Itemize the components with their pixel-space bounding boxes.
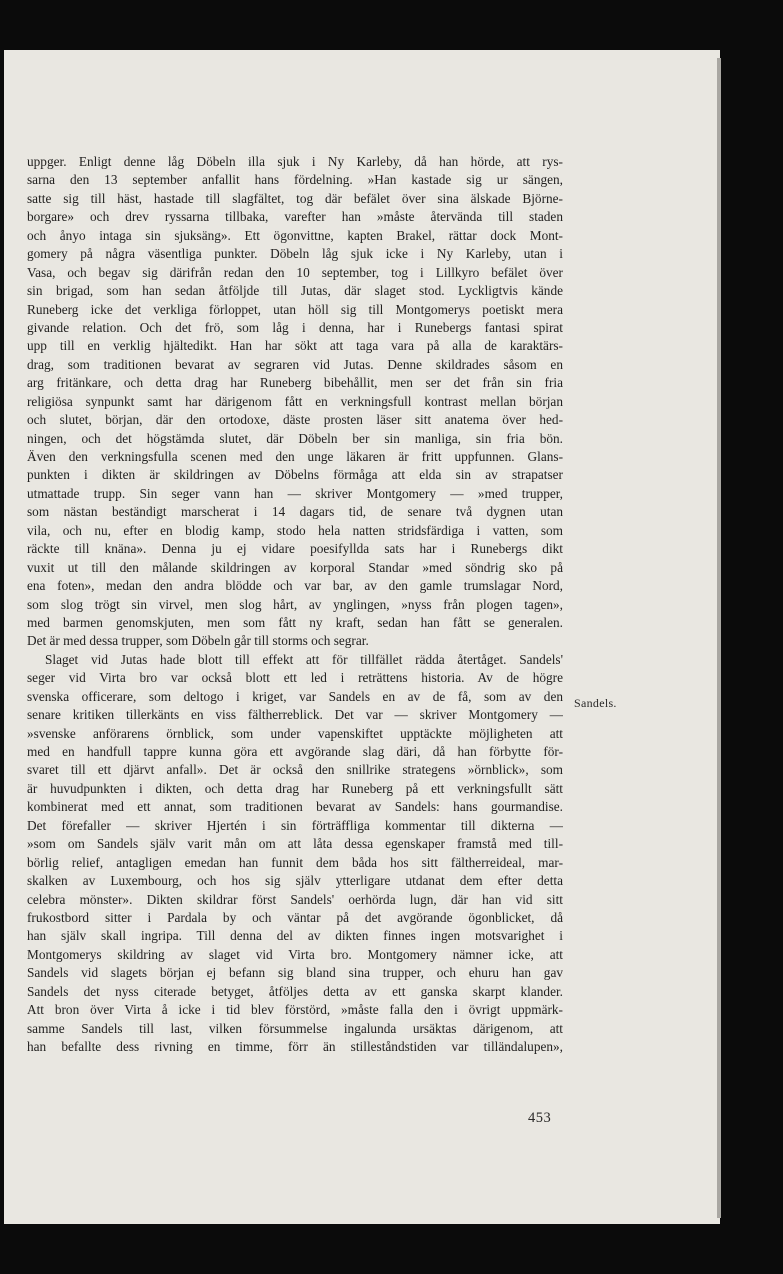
text-line: upp till en verklig hjältedikt. Han har sökt att taga vara på alla de karaktärs- [27,338,563,354]
text-line: Runeberg icke det verkliga förloppet, utan höll sig till Montgomerys poetiskt mera [27,301,563,317]
text-line: vuxit ut till den målande skildringen av korporal Standar »med söndrig sko på [27,559,563,575]
text-line: »som om Sandels själv varit mån om att låta dessa egenskaper framstå med till- [27,836,563,852]
text-line: börlig relief, antagligen emedan han funnit dem båda hos sitt fältherreideal, mar- [27,854,563,870]
text-line: och slutet, början, där den ortodoxe, däste prosten läser sitt anatema över hed- [27,412,563,428]
text-line: och ånyo intaga sin sjuksäng». Ett ögonvittne, kapten Brakel, rättar dock Mont- [27,227,563,243]
text-line: Sandels vid slagets början ej befann sig bland sina trupper, och ehuru han gav [27,965,563,981]
text-line: gomery på några väsentliga punkter. Döbeln låg sjuk icke i Ny Karleby, utan i [27,246,563,262]
book-page [4,50,720,1224]
text-line: Slaget vid Jutas hade blott till effekt att för tillfället rädda återtåget. Sandels' [45,651,563,667]
text-line: är huvudpunkten i dikten, och detta drag har Runeberg på ett verkningsfullt sätt [27,780,563,796]
text-line: borgare» och drev ryssarna tillbaka, varefter han »måste återvända till staden [27,209,563,225]
page-number: 453 [528,1110,552,1126]
text-line: frukostbord sitter i Pardala by och väntar på det avgörande ögonblicket, då [27,909,563,925]
text-line: Det är med dessa trupper, som Döbeln går till storms och segrar. [27,633,369,649]
text-line: celebra mönster». Dikten skildrar först Sandels' oerhörda lugn, där han vid sitt [27,891,563,907]
text-line: Att bron över Virta å icke i tid blev förstörd, »måste falla den i övrigt uppmärk- [27,1002,563,1018]
text-line: svaret till ett djärvt anfall». Det är också den snillrike strategens »örnblick», som [27,762,563,778]
text-line: Även den verkningsfulla scenen med den unge läkaren är fritt uppfunnen. Glans- [27,449,563,464]
text-line: ena foten», medan den andra blödde och var bar, av den gamle trumslagar Nord, [27,578,563,594]
text-line: skalken av Luxembourg, och hos sig själv ytterligare utdanat dem efter detta [27,873,563,889]
text-line: svenska officerare, som deltogo i kriget, var Sandels en av de få, som av den [27,688,563,704]
text-line: som slog trögt sin virvel, men slog hårt, av ynglingen, »nyss från plogen tagen», [27,596,563,612]
text-line: Montgomerys skildring av slaget vid Virta bro. Montgomery nämner icke, att [27,946,563,962]
text-line: »svenske anförarens örnblick, som under vapenskiftet upptäckte möjligheten att [27,725,563,741]
text-line: senare kritiken tillerkänts en viss fältherreblick. Det var — skriver Montgomery — [27,707,563,723]
text-line: ningen, och det högstämda slutet, där Döbeln ber sin manliga, sin fria bön. [27,430,563,446]
text-line: satte sig till häst, hastade till slagfältet, tog där befälet över sina älskade Björne- [27,190,563,206]
body-text [27,153,563,1056]
text-line: punkten i dikten är skildringen av Döbelns förmåga att elda sin av strapatser [27,467,563,483]
text-line: givande relation. Och det frö, som låg i denna, har i Runebergs fantasi spirat [27,319,563,335]
text-line: Vasa, och begav sig därifrån redan den 10 september, tog i Lillkyro befälet över [27,264,563,280]
text-line: vila, och nu, efter en blodig kamp, stodo hela natten stridsfärdiga i vatten, som [27,522,563,538]
text-line: sin brigad, som han sedan åtföljde till Jutas, där slaget stod. Lyckligtvis kände [27,283,563,299]
text-line: han själv skall ingripa. Till denna del av dikten finnes ingen motsvarighet i [27,928,563,944]
text-line: seger vid Virta bro var också blott ett led i reträttens historia. Av de högre [27,670,563,686]
text-line: Det förefaller — skriver Hjertén i sin förträffliga kommentar till dikterna — [27,817,563,833]
text-line: med barmen genomskjuten, men som fått ny kraft, sedan han fått se generalen. [27,614,563,630]
text-line: han befallte dess rivning en timme, förr än stilleståndstiden var tilländalupen», [27,1039,563,1054]
margin-note: Sandels. [574,696,617,710]
text-line: religiösa synpunkt samt har därigenom fått en verkningsfull kontrast mellan början [27,393,563,409]
text-line: arg fritänkare, och detta drag har Runeberg bibehållit, men ser det från sin fria [27,375,563,391]
text-line: uppger. Enligt denne låg Döbeln illa sjuk i Ny Karleby, då han hörde, att rys- [27,154,563,169]
text-line: räckte till knäna». Denna ju ej vidare poesifyllda sats har i Runebergs dikt [27,541,563,557]
text-line: drag, som traditionen bevarat av segraren vid Jutas. Denne skildrades såsom en [27,356,563,372]
text-line: utmattade trupp. Sin seger vann han — skriver Montgomery — »med trupper, [27,485,563,501]
text-line: Sandels det nyss citerade betyget, åtföljes detta av ett ganska skarpt klander. [27,983,563,999]
text-line: kombinerat med ett annat, som traditionen bevarat av Sandels: hans gourmandise. [27,799,563,815]
page-edge [717,58,721,1218]
text-line: samme Sandels till last, vilken försummelse ingalunda ursäktas därigenom, att [27,1020,563,1036]
text-line: med en handfull tappre kunna göra ett avgörande slag däri, då han förbytte för- [27,744,563,759]
text-line: sarna den 13 september anfallit hans fördelning. »Han kastade sig ur sängen, [27,172,563,188]
text-line: som nästan beständigt marscherat i 14 dagars tid, de senare två dygnen utan [27,504,563,520]
